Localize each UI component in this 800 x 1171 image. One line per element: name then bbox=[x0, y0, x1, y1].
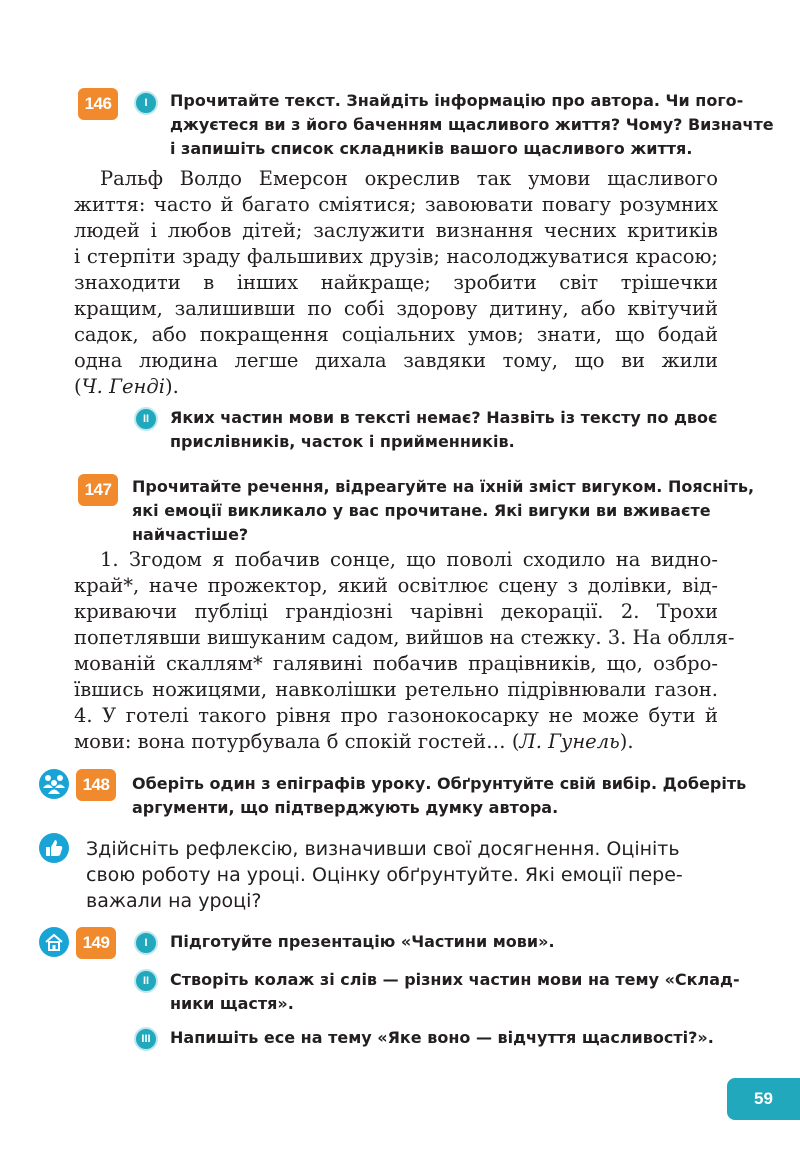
exercise-number: 147 bbox=[84, 480, 112, 499]
text-line: кращим, залишивши по собі здорову дитину, або квітучий bbox=[74, 297, 718, 320]
page-number-tab bbox=[727, 1078, 800, 1120]
task-line: Прочитайте текст. Знайдіть інформацію про автора. Чи пого- bbox=[170, 91, 744, 110]
exercise-146-badge bbox=[78, 88, 118, 120]
source-paren: ( bbox=[74, 375, 82, 398]
reflection-line: свою роботу на уроці. Оцінку обґрунтуйте. Які емоції пере- bbox=[86, 864, 683, 886]
task-line: Напишіть есе на тему «Яке воно — відчуття щасливості?». bbox=[170, 1028, 714, 1047]
task-line: аргументи, що підтверджують думку автора. bbox=[132, 798, 559, 817]
text-line: криваючи публіці грандіозні чарівні декорації. 2. Трохи bbox=[74, 600, 718, 623]
source-line bbox=[74, 729, 718, 755]
text-line: край*, наче прожектор, який освітлює сцену з долівки, від- bbox=[74, 574, 718, 597]
text-line: знаходити в інших найкраще; зробити світ трішечки bbox=[74, 271, 718, 294]
task-line: Прочитайте речення, відреагуйте на їхній зміст вигуком. Поясніть, bbox=[132, 477, 755, 496]
task-line: найчастіше? bbox=[132, 525, 249, 544]
source-paren: ). bbox=[619, 730, 634, 753]
exercise-149-task-3 bbox=[170, 1026, 730, 1050]
level-label: I bbox=[144, 97, 148, 109]
text-line: і стерпіти зраду фальшивих друзів; насолоджуватися красою; bbox=[74, 245, 718, 268]
text-line: Ральф Волдо Емерсон окреслив так умови щасливого bbox=[100, 167, 718, 190]
task-line: джуєтеся ви з його баченням щасливого життя? Чому? Визначте bbox=[170, 115, 774, 134]
exercise-number: 149 bbox=[82, 933, 110, 952]
task-line: Підготуйте презентацію «Частини мови». bbox=[170, 932, 555, 951]
level-2-badge bbox=[134, 407, 158, 431]
task-line: прислівників, часток і прийменників. bbox=[170, 432, 515, 451]
text-line: життя: часто й багато сміятися; завоювати повагу розумних bbox=[74, 193, 718, 216]
thumbs-up-icon bbox=[39, 833, 69, 863]
text-line: 4. У готелі такого рівня про газонокосарку не може бути й bbox=[74, 704, 718, 727]
source-line bbox=[74, 374, 718, 400]
exercise-148-task bbox=[132, 772, 747, 820]
exercise-number: 148 bbox=[82, 775, 110, 794]
page-number: 59 bbox=[754, 1089, 773, 1108]
task-line: Створіть колаж зі слів — різних частин мови на тему «Склад- bbox=[170, 970, 740, 989]
source-paren: ). bbox=[164, 375, 179, 398]
level-2-badge bbox=[134, 969, 158, 993]
text-line: 1. Згодом я побачив сонце, що поволі сходило на видно- bbox=[100, 548, 718, 571]
exercise-number: 146 bbox=[84, 94, 112, 113]
text-line: садок, або покращення соціальних умов; знати, що бодай bbox=[74, 323, 718, 346]
text-line: людей і любов дітей; заслужити визнання чесних критиків bbox=[74, 219, 718, 242]
task-line: ники щастя». bbox=[170, 994, 294, 1013]
reflection-text bbox=[86, 836, 726, 914]
level-1-badge bbox=[134, 931, 158, 955]
task-line: і запишіть список складників вашого щасливого життя. bbox=[170, 139, 693, 158]
exercise-147-text bbox=[74, 547, 735, 755]
task-line: які емоції викликало у вас прочитане. Які вигуки ви вживаєте bbox=[132, 501, 711, 520]
task-line: Яких частин мови в тексті немає? Назвіть із тексту по двоє bbox=[170, 408, 718, 427]
text-line: ївшись ножицями, навколішки ретельно підрівнювали газон. bbox=[74, 678, 718, 701]
exercise-148-badge bbox=[76, 769, 116, 801]
exercise-149-task-1 bbox=[170, 930, 730, 954]
exercise-147-badge bbox=[78, 474, 118, 506]
level-1-badge bbox=[134, 91, 158, 115]
exercise-149-task-2 bbox=[170, 968, 740, 1016]
reflection-line: Здійсніть рефлексію, визначивши свої досягнення. Оцініть bbox=[86, 838, 680, 860]
text-line: одна людина легше дихала завдяки тому, що ви жили bbox=[74, 349, 718, 372]
text-line: попетлявши вишуканим садом, вийшов на стежку. 3. На облля- bbox=[74, 626, 735, 649]
text-line: мованій скаллям* галявині побачив працівників, що, озбро- bbox=[74, 652, 718, 675]
exercise-146-text bbox=[74, 166, 718, 400]
source-author: Л. Гунель bbox=[519, 730, 620, 753]
task-line: Оберіть один з епіграфів уроку. Обґрунтуйте свій вибір. Доберіть bbox=[132, 774, 747, 793]
level-label: II bbox=[142, 975, 150, 987]
level-label: I bbox=[144, 937, 148, 949]
exercise-146-task bbox=[170, 89, 774, 161]
exercise-147-task bbox=[132, 475, 755, 547]
level-3-badge bbox=[134, 1027, 158, 1051]
home-icon bbox=[39, 927, 69, 957]
reflection-line: важали на уроці? bbox=[86, 890, 262, 912]
exercise-149-badge bbox=[76, 927, 116, 959]
group-work-icon bbox=[39, 769, 69, 799]
level-label: II bbox=[142, 413, 150, 425]
level-label: III bbox=[141, 1033, 151, 1045]
text-line-last: мови: вона потурбувала б спокій гостей… ( bbox=[74, 730, 520, 753]
exercise-146-task-2 bbox=[170, 406, 730, 454]
source-author: Ч. Генді bbox=[81, 375, 165, 398]
